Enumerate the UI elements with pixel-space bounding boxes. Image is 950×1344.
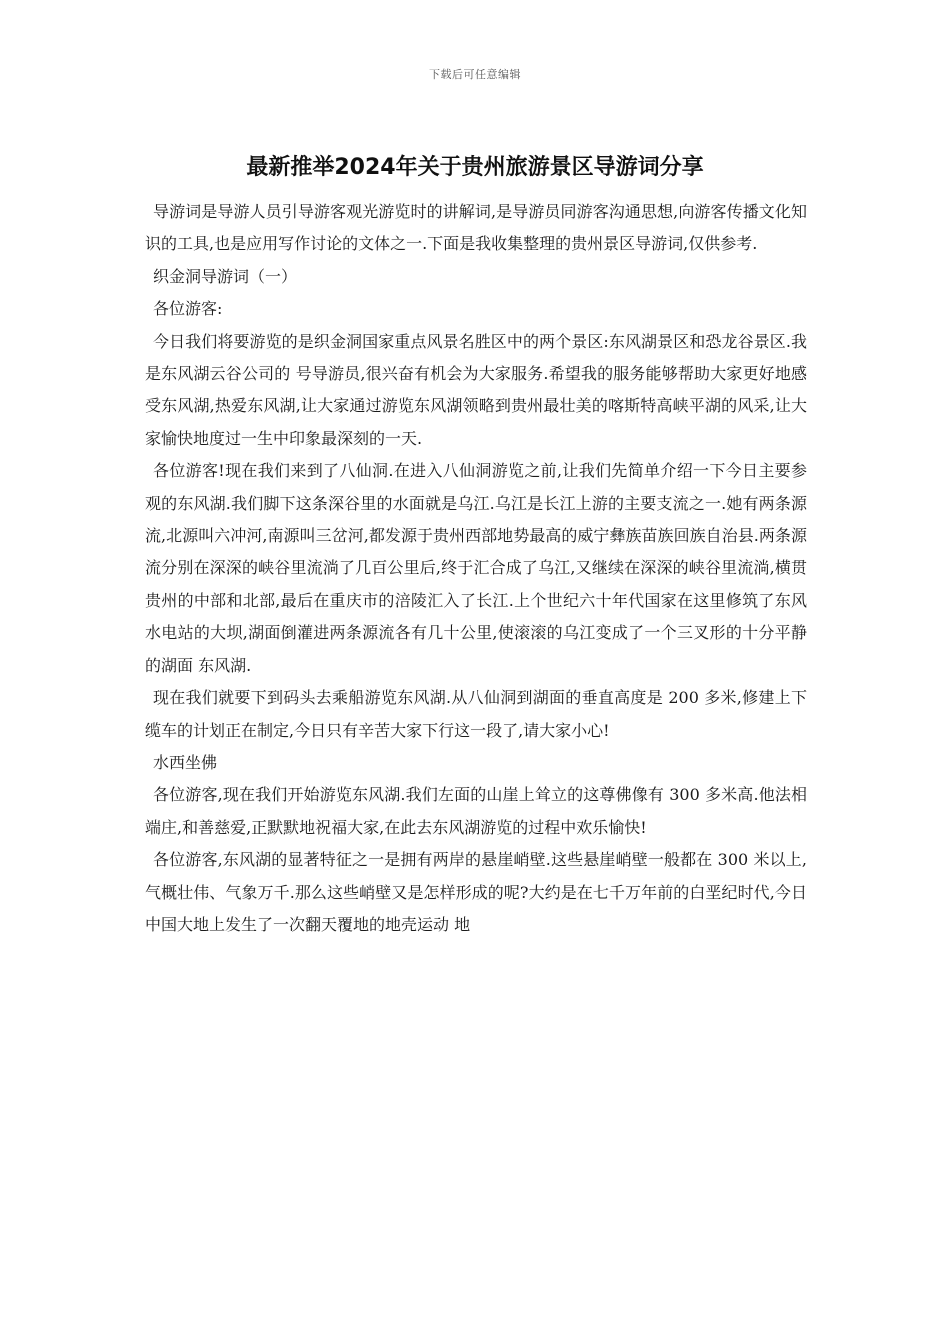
intro-paragraph: 导游词是导游人员引导游客观光游览时的讲解词,是导游员同游客沟通思想,向游客传播文化知识的工具,也是应用写作讨论的文体之一.下面是我收集整理的贵州景区导游词,仅供参考.: [145, 202, 807, 254]
header-note: 下载后可任意编辑: [429, 68, 521, 81]
greeting: 各位游客:: [153, 299, 223, 319]
body-paragraph: 今日我们将要游览的是织金洞国家重点风景名胜区中的两个景区:东风湖景区和恐龙谷景区.我是东风湖云谷公司的 号导游员,很兴奋有机会为大家服务.希望我的服务能够帮助大家更好地感受东风湖,热爱东风湖,让大家通过游览东风湖领略到贵州最壮美的喀斯特高峡平湖的风采,让大家愉快地度过一生中印象最深刻的一天.: [145, 331, 807, 448]
section-heading: 织金洞导游词（一）: [153, 266, 298, 286]
body-paragraph: 各位游客!现在我们来到了八仙洞.在进入八仙洞游览之前,让我们先简单介绍一下今日主要参观的东风湖.我们脚下这条深谷里的水面就是乌江.乌江是长江上游的主要支流之一.她有两条源流,北源叫六冲河,南源叫三岔河,都发源于贵州西部地势最高的威宁彝族苗族回族自治县.两条源流分别在深深的峡谷里流淌了几百公里后,终于汇合成了乌江,又继续在深深的峡谷里流淌,横贯贵州的中部和北部,最后在重庆市的涪陵汇入了长江.上个世纪六十年代国家在这里修筑了东风水电站的大坝,湖面倒灌进两条源流各有几十公里,使滚滚的乌江变成了一个三叉形的十分平静的湖面 东风湖.: [145, 461, 807, 675]
section-heading: 水西坐佛: [153, 752, 218, 772]
body-paragraph: 各位游客,现在我们开始游览东风湖.我们左面的山崖上耸立的这尊佛像有 300 多米高.他法相端庄,和善慈爱,正默默地祝福大家,在此去东风湖游览的过程中欢乐愉快!: [145, 785, 807, 837]
body-paragraph: 各位游客,东风湖的显著特征之一是拥有两岸的悬崖峭壁.这些悬崖峭壁一般都在 300 米以上,气概壮伟、气象万千.那么这些峭壁又是怎样形成的呢?大约是在七千万年前的白垩纪时代,今日中国大地上发生了一次翻天覆地的地壳运动 地: [145, 850, 807, 934]
document-body: [145, 196, 807, 941]
page-title: 最新推举2024年关于贵州旅游景区导游词分享: [246, 155, 704, 180]
body-paragraph: 现在我们就要下到码头去乘船游览东风湖.从八仙洞到湖面的垂直高度是 200 多米,修建上下缆车的计划正在制定,今日只有辛苦大家下行这一段了,请大家小心!: [145, 688, 807, 740]
